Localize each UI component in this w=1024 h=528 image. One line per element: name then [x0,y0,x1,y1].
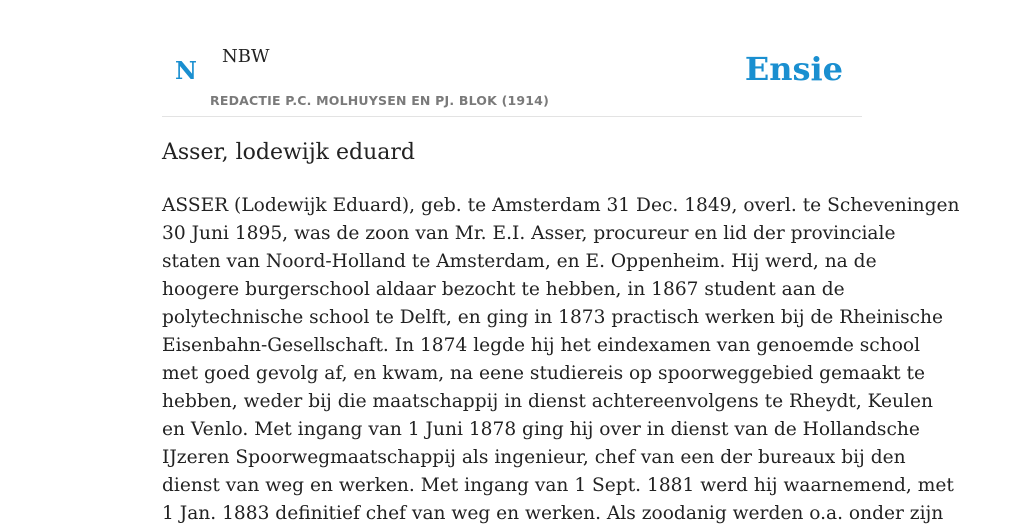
brand-logo[interactable]: Ensie [744,50,843,88]
article-line: 1 Jan. 1883 definitief chef van weg en werken. Als zoodanig werden o.a. onder zijn [162,503,944,524]
source-name[interactable]: NBW [222,46,270,67]
article-line: met goed gevolg af, en kwam, na eene studiereis op spoorweggebied gemaakt te [162,363,925,384]
article-line: hoogere burgerschool aldaar bezocht te hebben, in 1867 student aan de [162,279,845,300]
article-line: hebben, weder bij die maatschappij in dienst achtereenvolgens te Rheydt, Keulen [162,391,933,412]
article-line: ASSER (Lodewijk Eduard), geb. te Amsterdam 31 Dec. 1849, overl. te Scheveningen [162,195,960,216]
article-line: 30 Juni 1895, was de zoon van Mr. E.I. Asser, procureur en lid der provinciale [162,223,896,244]
article-line: Eisenbahn-Gesellschaft. In 1874 legde hij het eindexamen van genoemde school [162,335,921,356]
article-line: en Venlo. Met ingang van 1 Juni 1878 ging hij over in dienst van de Hollandsche [162,419,920,440]
header [162,0,862,117]
article-body [162,192,960,528]
source-logo-icon[interactable]: N [175,56,197,85]
source-subtitle: REDACTIE P.C. MOLHUYSEN EN PJ. BLOK (1914) [210,93,549,108]
article-line: polytechnische school te Delft, en ging in 1873 practisch werken bij de Rheinische [162,307,944,328]
article-line: staten van Noord-Holland te Amsterdam, en E. Oppenheim. Hij werd, na de [162,251,877,272]
article-title: Asser, lodewijk eduard [162,140,415,165]
article-line: IJzeren Spoorwegmaatschappij als ingenieur, chef van een der bureaux bij den [162,447,906,468]
article-line: dienst van weg en werken. Met ingang van 1 Sept. 1881 werd hij waarnemend, met [162,475,954,496]
